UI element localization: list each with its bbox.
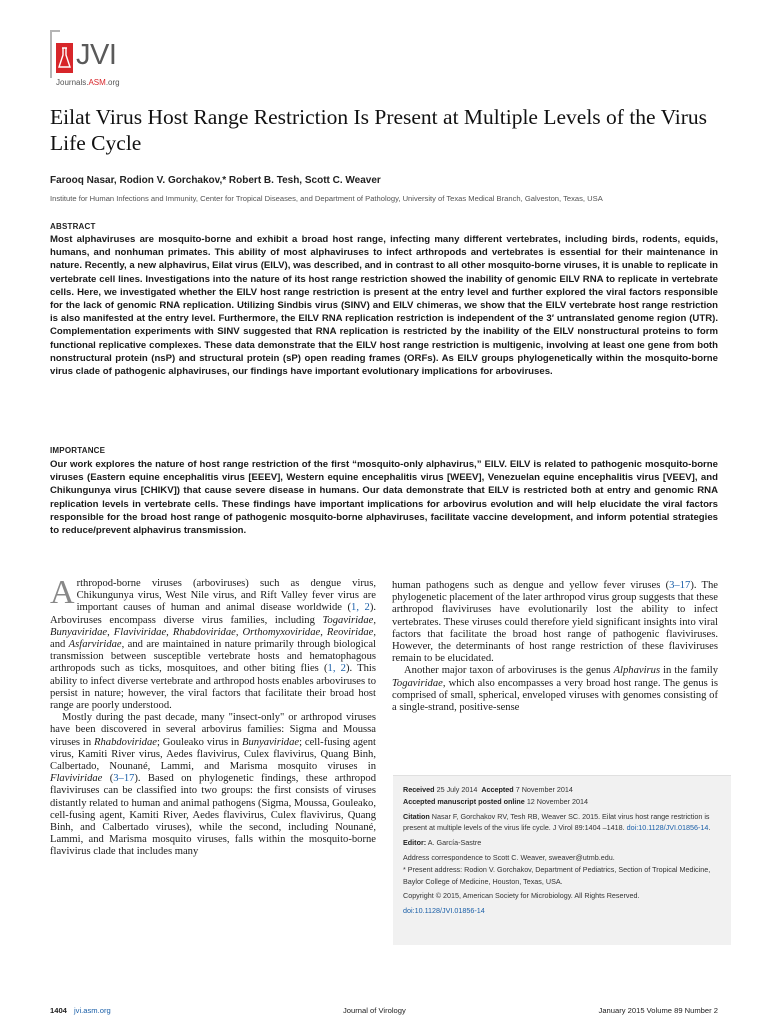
doi-link[interactable]: doi:10.1128/JVI.01856-14 bbox=[403, 906, 485, 916]
body-paragraph: human pathogens such as dengue and yellow fever viruses (3–17). The phylogenetic placement of the later arthropod virus group suggests that these arthropod flaviviruses have evolutionarily lost the ability to infect vertebrates. These viruses could therefore yield significant insights into viral factors that facilitate the broad host range of pathogenic flaviviruses. However, the determinants of host range restriction of these flaviviruses remain to be elucidated. bbox=[392, 580, 718, 665]
journal-site-link[interactable]: jvi.asm.org bbox=[74, 1006, 111, 1015]
importance-text: Our work explores the nature of host range restriction of the first “mosquito-only alphavirus,” EILV. EILV is related to pathogenic mosquito-borne viruses (Eastern equine encephalitis virus [EEEV], Western equine encephalitis virus [WEEV], Venezuelan equine encephalitis virus [VEEV], and Chikungunya virus [CHIKV]) that cause severe disease in humans. Our data demonstrate that EILV is restricted both at entry and genomic RNA replication levels in vertebrate cells. These findings have important implications for arbovirus evolution and will help elucidate the viral factors responsible for the broad host range of pathogenic mosquito-borne alphaviruses, facilitate vaccine development, and inform potential strategies to reduce/prevent alphavirus transmission. bbox=[50, 459, 718, 537]
logo-site: Journals.ASM.org bbox=[56, 78, 120, 87]
copyright-line: Copyright © 2015, American Society for Microbiology. All Rights Reserved. bbox=[403, 891, 640, 901]
body-paragraph: Mostly during the past decade, many "insect-only" or arthropod viruses have been discovered in several arbovirus families: Sigma and Moussa viruses in Rhabdoviridae; Gouleako virus in Bunyaviridae; cell-fusing agent virus, Kamiti River virus, Aedes flavivirus, Culex flavivirus, Quang Binh, Calbertado, Nounané, Lammi, and Marisma mosquito viruses in Flaviviridae (3–17). Based on phylogenetic findings, these arthropod flaviviruses can be classified into two groups: the first consists of viruses distantly related to human and animal pathogens (Sigma, Moussa, Gouleako, cell-fusing agent, Kamiti River, Aedes flavivirus, Culex flavivirus, Quang Binh, and Calbertado viruses), while the second, including Nounané, Lammi, and Marisma mosquito viruses, falls within the mosquito-borne flavivirus clade that includes many bbox=[50, 712, 376, 858]
drop-cap: A bbox=[50, 574, 75, 611]
citation-link[interactable]: 3–17 bbox=[113, 773, 135, 785]
body-paragraph: Arthropod-borne viruses (arboviruses) such as dengue virus, Chikungunya virus, West Nile virus, and Rift Valley fever virus are important causes of human and animal disease worldwide (1, 2). Arboviruses encompass diverse virus families, including Togaviridae, Bunyaviridae, Flaviviridae, Rhabdoviridae, Orthomyxoviridae, Reoviridae, and Asfarviridae, and are maintained in nature primarily through biological transmission between susceptible vertebrate hosts and hematophagous arthropods such as ticks, mosquitoes, and other biting flies (1, 2). This ability to infect diverse vertebrate and arthropod hosts enables arboviruses to persist in nature; however, the viral factors that facilitate their broad host range are poorly understood. bbox=[50, 574, 377, 712]
flask-icon bbox=[58, 47, 71, 69]
author-list: Farooq Nasar, Rodion V. Gorchakov,* Robert B. Tesh, Scott C. Weaver bbox=[50, 175, 381, 186]
logo-flask-box bbox=[56, 43, 73, 73]
abstract-heading: ABSTRACT bbox=[50, 222, 96, 231]
citation-link[interactable]: 1, 2 bbox=[351, 602, 370, 614]
editor-line: Editor: A. García-Sastre bbox=[403, 838, 482, 848]
abstract-text: Most alphaviruses are mosquito-borne and exhibit a broad host range, infecting many different vertebrates, including birds, rodents, equids, humans, and nonhuman primates. This ability of most alphaviruses to infect arthropods and vertebrates is essential for their maintenance in nature. Recently, a new alphavirus, Eilat virus (EILV), was described, and in contrast to all other mosquito-borne viruses, it is unable to replicate in vertebrate cell lines. Investigations into the nature of its host range restriction showed the inability of genomic EILV RNA to replicate in vertebrate cells. Here, we investigated whether the EILV host range restriction is present at the entry level and further explored the viral factors responsible for the lack of genomic RNA replication. Utilizing Sindbis virus (SINV) and EILV chimeras, we show that the EILV vertebrate host range restriction is also manifested at the entry level. Furthermore, the EILV RNA replication restriction is independent of the 3′ untranslated genome region (UTR). Complementation experiments with SINV suggested that RNA replication is restricted by the inability of the EILV nonstructural proteins to form functional replicative complexes. These data demonstrate that the EILV host range restriction is multigenic, involving at least one gene from both nonstructural protein (nsP) and structural protein (sP) open reading frames (ORFs). As EILV groups phylogenetically within the mosquito-borne virus clade of pathogenic alphaviruses, our findings have important evolutionary implications for arboviruses. bbox=[50, 234, 718, 378]
body-paragraph: Another major taxon of arboviruses is the genus Alphavirus in the family Togaviridae, which also encompasses a very broad host range. The genus is comprised of small, spherical, enveloped viruses with genomes consisting of a single-strand, positive-sense bbox=[392, 665, 718, 714]
citation-link[interactable]: 1, 2 bbox=[327, 663, 346, 675]
correspondence-line: Address correspondence to Scott C. Weaver, sweaver@utmb.edu. bbox=[403, 852, 615, 862]
body-right-column bbox=[392, 580, 718, 714]
online-line: Accepted manuscript posted online 12 November 2014 bbox=[403, 796, 588, 806]
article-title: Eilat Virus Host Range Restriction Is Present at Multiple Levels of the Virus Life Cycle bbox=[50, 105, 708, 155]
logo-journal-abbrev: JVI bbox=[76, 39, 117, 71]
issue-info: January 2015 Volume 89 Number 2 bbox=[598, 1006, 718, 1015]
journal-name: Journal of Virology bbox=[343, 1006, 406, 1015]
citation-line: Citation Nasar F, Gorchakov RV, Tesh RB, Weaver SC. 2015. Eilat virus host range restriction is present at multiple levels of the virus life cycle. J Virol 89:1404 –1418. doi:10.1128/JVI.01856-14. bbox=[403, 811, 711, 833]
article-info-box bbox=[393, 775, 731, 945]
body-left-column bbox=[50, 574, 377, 859]
citation-doi-link[interactable]: doi:10.1128/JVI.01856-14 bbox=[626, 823, 709, 833]
citation-link[interactable]: 3–17 bbox=[669, 580, 691, 591]
affiliation: Institute for Human Infections and Immunity, Center for Tropical Diseases, and Department of Pathology, University of Texas Medical Branch, Galveston, Texas, USA bbox=[50, 194, 603, 203]
received-line: Received 25 July 2014 Accepted 7 November 2014 bbox=[403, 785, 573, 794]
page-number: 1404 bbox=[50, 1006, 67, 1015]
journal-logo bbox=[50, 30, 140, 100]
present-address-line: * Present address: Rodion V. Gorchakov, Department of Pediatrics, Section of Tropical Medicine, Baylor College of Medicine, Houston, Texas, USA. bbox=[403, 864, 711, 886]
importance-heading: IMPORTANCE bbox=[50, 446, 106, 455]
